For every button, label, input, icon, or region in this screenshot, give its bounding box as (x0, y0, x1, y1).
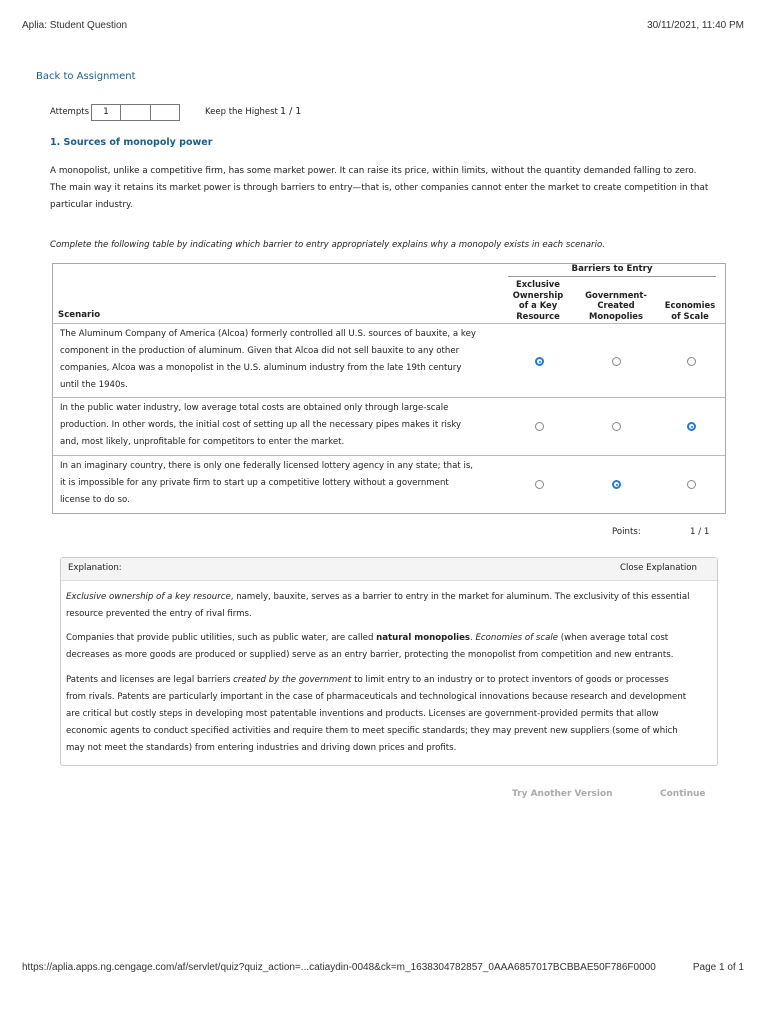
radio-alcoa-government-created[interactable] (612, 357, 621, 366)
col-header-exclusive-ownership: Exclusive Ownership of a Key Resource (512, 279, 564, 321)
attempt-box-2[interactable] (120, 104, 151, 121)
attempt-box-1[interactable]: 1 (91, 104, 121, 121)
radio-water-economies-of-scale[interactable] (687, 422, 696, 431)
intro-line: particular industry. (50, 200, 133, 210)
radio-alcoa-economies-of-scale[interactable] (687, 357, 696, 366)
attempt-score: 1 / 1 (280, 106, 302, 117)
print-footer-url: https://aplia.apps.ng.cengage.com/af/servlet/quiz?quiz_action=...catiaydin-0048&ck=m_1638304782857_0AAA6857017BCBBAE50F786F0000 (22, 962, 656, 973)
back-to-assignment-link[interactable]: Back to Assignment (36, 71, 136, 82)
explanation-paragraph-2: Companies that provide public utilities, such as public water, are called natural monopolies. Economies of scale (when average total cost decreases as more goods are produced or supplied) serve as an entry barrier, protecting the monopolist from competition and new entrants. (66, 633, 674, 660)
attempts-label: Attempts (50, 107, 89, 117)
explanation-paragraph-3: Patents and licenses are legal barriers created by the government to limit entry to an industry or to protect inventors of goods or processes from rivals. Patents are particularly important in the case of pharmaceuticals and technological innovations because research and development are critical but costly steps in developing most patentable inventions and products. Licenses are government-provided permits that allow economic agents to conduct specified activities and require them to meet specific standards; they may prevent new suppliers (some of which may not meet the standards) from entering industries and driving down prices and profits. (66, 675, 687, 753)
question-instruction: Complete the following table by indicating which barrier to entry appropriately explains why a monopoly exists in each scenario. (50, 240, 605, 250)
explanation-label: Explanation: (68, 563, 122, 573)
intro-line: The main way it retains its market power is through barriers to entry—that is, other companies cannot enter the market to create competition in that (50, 183, 709, 193)
radio-alcoa-exclusive-ownership[interactable] (535, 357, 544, 366)
print-header-title: Aplia: Student Question (22, 20, 128, 31)
radio-lottery-economies-of-scale[interactable] (687, 480, 696, 489)
scenario-text-alcoa: The Aluminum Company of America (Alcoa) formerly controlled all U.S. sources of bauxite, a key component in the production of aluminum. Given that Alcoa did not sell bauxite to any other companies, Alcoa was a monopolist in the U.S. aluminum industry from the late 19th century until the 1940s. (60, 329, 476, 390)
close-explanation-button[interactable]: Close Explanation (620, 563, 697, 573)
points-label: Points: (612, 527, 641, 537)
col-header-scenario: Scenario (58, 310, 101, 320)
radio-lottery-government-created[interactable] (612, 480, 621, 489)
print-footer-page: Page 1 of 1 (692, 962, 744, 973)
attempt-box-3[interactable] (150, 104, 180, 121)
table-divider (53, 323, 725, 324)
question-title: 1. Sources of monopoly power (50, 137, 213, 148)
try-another-version-button[interactable]: Try Another Version (512, 789, 613, 799)
explanation-paragraph-1: Exclusive ownership of a key resource, namely, bauxite, serves as a barrier to entry in the market for aluminum. The exclusivity of this essential resource prevented the entry of rival firms. (66, 592, 690, 619)
col-header-economies-of-scale: Economies of Scale (664, 300, 716, 321)
scenario-text-public-water: In the public water industry, low average total costs are obtained only through large-scale production. In other words, the initial cost of setting up all the necessary pipes makes it risky and, most likely, unprofitable for competitors to enter the market. (60, 403, 462, 447)
points-value: 1 / 1 (690, 527, 710, 537)
continue-button[interactable]: Continue (660, 789, 706, 799)
barriers-group-header: Barriers to Entry (571, 264, 653, 274)
scenario-text-lottery: In an imaginary country, there is only one federally licensed lottery agency in any state; that is, it is impossible for any private firm to start up a competitive lottery without a government license to do so. (60, 461, 474, 505)
radio-water-exclusive-ownership[interactable] (535, 422, 544, 431)
keep-highest-label: Keep the Highest (205, 107, 278, 117)
radio-lottery-exclusive-ownership[interactable] (535, 480, 544, 489)
explanation-header (61, 558, 717, 581)
intro-line: A monopolist, unlike a competitive firm, has some market power. It can raise its price, within limits, without the quantity demanded falling to zero. (50, 166, 697, 176)
table-divider (53, 455, 725, 456)
barriers-header-rule (508, 276, 716, 277)
print-header-datetime: 30/11/2021, 11:40 PM (647, 20, 744, 31)
col-header-government-created: Government- Created Monopolies (585, 289, 647, 321)
table-divider (53, 397, 725, 398)
radio-water-government-created[interactable] (612, 422, 621, 431)
question-intro (50, 163, 730, 214)
